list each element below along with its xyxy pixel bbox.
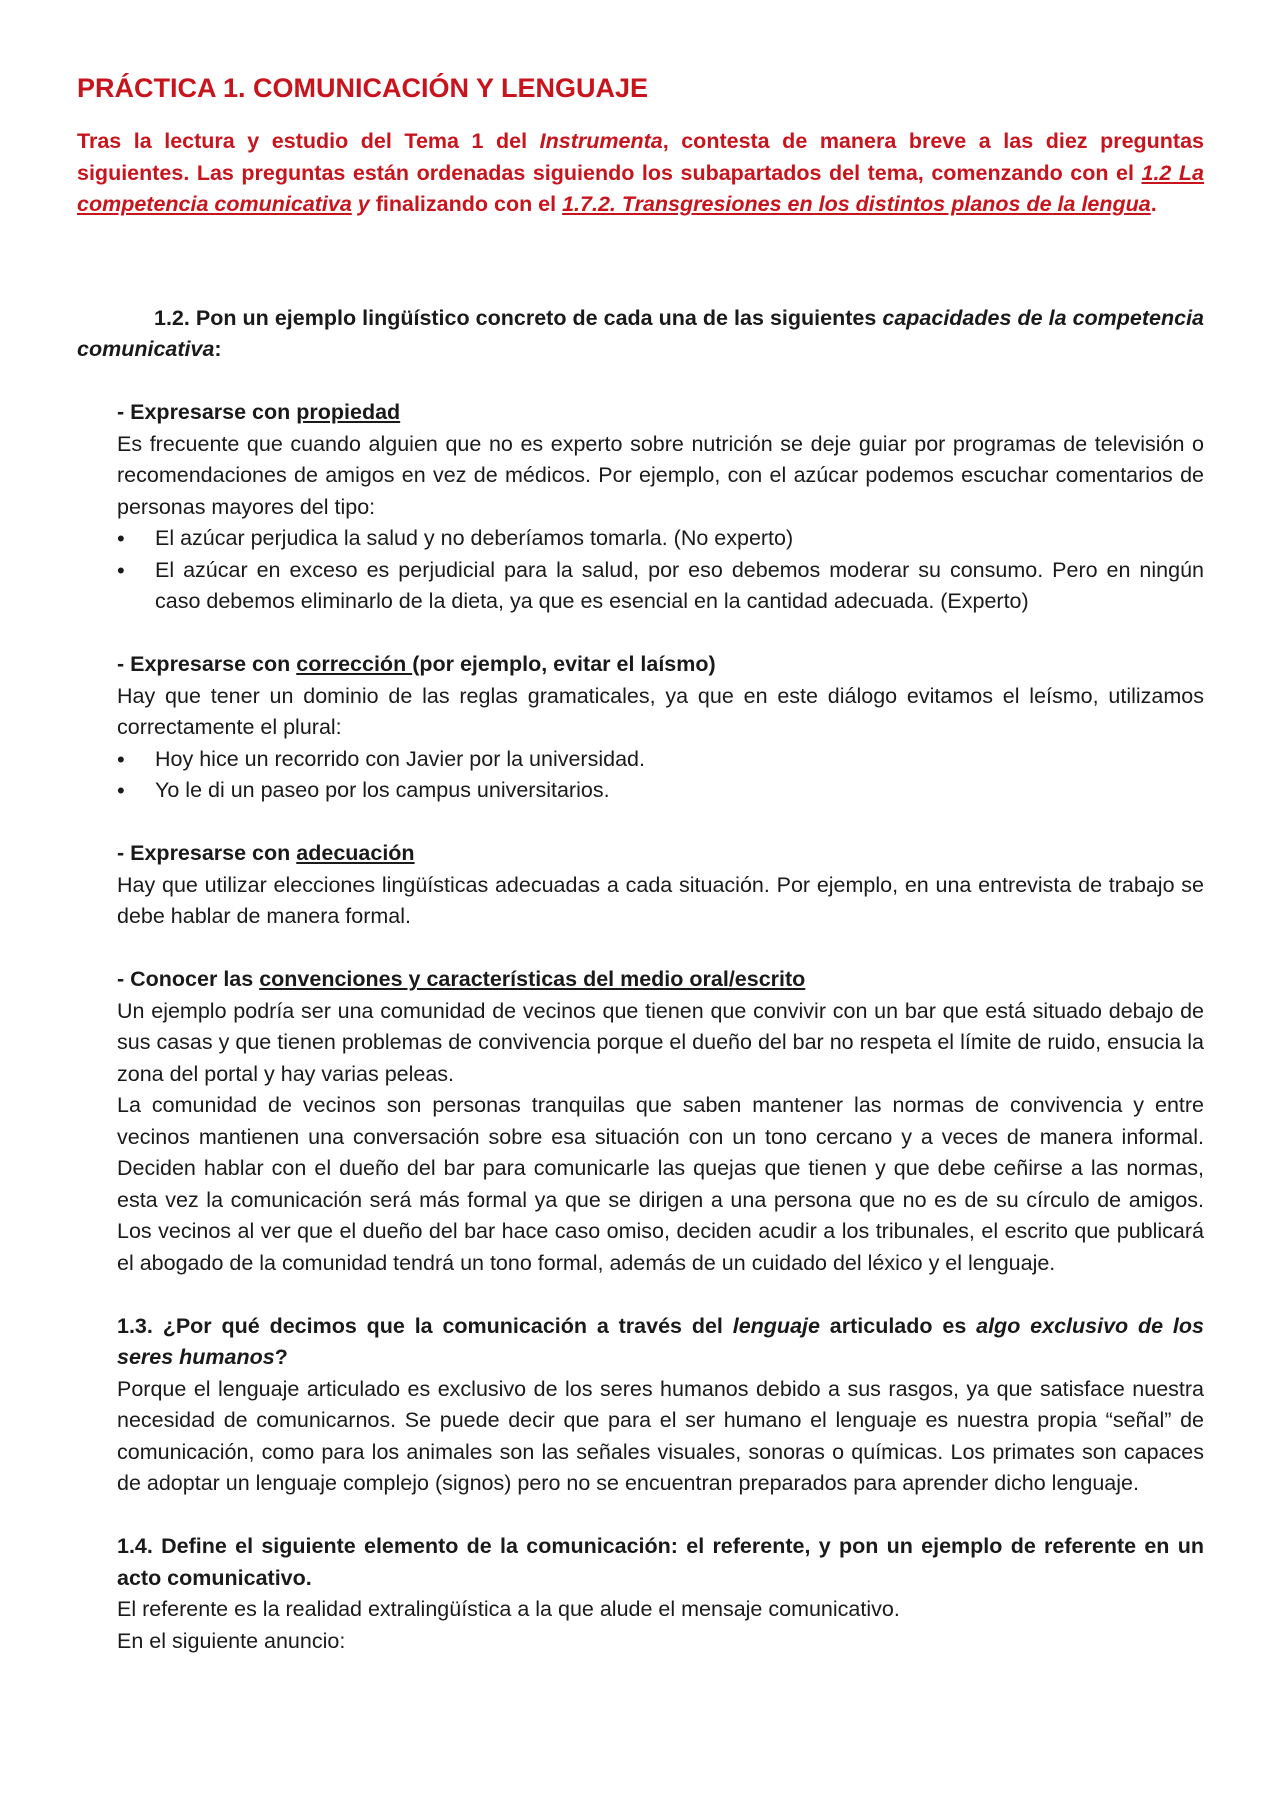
answer-1-4-line-1: El referente es la realidad extralingüística a la que alude el mensaje comunicativo. [117, 1597, 900, 1621]
link-transgresiones[interactable]: 1.7.2. Transgresiones en los distintos planos de la lengua [562, 192, 1151, 216]
list-item: • El azúcar en exceso es perjudicial para la salud, por eso debemos moderar su consumo. Pero en ningún caso debemos eliminarlo de la dieta, ya que es esencial en la cantidad adecuada. (Experto) [117, 555, 1204, 618]
question-1-3: 1.3. ¿Por qué decimos que la comunicación a través del lenguaje articulado es algo exclusivo de los seres humanos? [117, 1313, 1204, 1369]
document-page [77, 72, 1204, 1657]
page-title: PRÁCTICA 1. COMUNICACIÓN Y LENGUAJE [77, 73, 649, 103]
question-1-4: 1.4. Define el siguiente elemento de la comunicación: el referente, y pon un ejemplo de referente en un acto comunicativo. [117, 1534, 1204, 1590]
section-text-convenciones-2: La comunidad de vecinos son personas tranquilas que saben mantener las normas de convivencia y entre vecinos mantienen una conversación sobre esa situación con un tono cercano y a veces de manera informal. Deciden hablar con el dueño del bar para comunicarle las quejas que tienen y que debe ceñirse a las normas, esta vez la comunicación será más formal ya que se dirigen a una persona que no es de su círculo de amigos. Los vecinos al ver que el dueño del bar hace caso omiso, deciden acudir a los tribunales, el escrito que publicará el abogado de la comunidad tendrá un tono formal, además de un cuidado del léxico y el lenguaje. [117, 1093, 1204, 1275]
question-1-2: 1.2. Pon un ejemplo lingüístico concreto de cada una de las siguientes capacidades de la competencia comunicativa: [77, 305, 1205, 361]
section-text-adecuacion: Hay que utilizar elecciones lingüísticas adecuadas a cada situación. Por ejemplo, en una entrevista de trabajo se debe hablar de manera formal. [117, 872, 1204, 928]
section-heading-convenciones: - Conocer las convenciones y características del medio oral/escrito [117, 967, 806, 991]
section-text-convenciones-1: Un ejemplo podría ser una comunidad de vecinos que tienen que convivir con un bar que está situado debajo de sus casas y que tienen problemas de convivencia porque el dueño del bar no respeta el límite de ruido, ensucia la zona del portal y hay varias peleas. [117, 998, 1204, 1086]
section-heading-correccion: - Expresarse con corrección (por ejemplo, evitar el laísmo) [117, 652, 716, 676]
answers-block [117, 366, 1204, 1658]
section-heading-adecuacion: - Expresarse con adecuación [117, 841, 415, 865]
answer-1-3: Porque el lenguaje articulado es exclusivo de los seres humanos debido a sus rasgos, ya que satisface nuestra necesidad de comunicarnos. Se puede decir que para el ser humano el lenguaje es nuestra propia “señal” de comunicación, como para los animales son las señales visuales, sonoras o químicas. Los primates son capaces de adoptar un lenguaje complejo (signos) pero no se encuentran preparados para aprender dicho lenguaje. [117, 1376, 1204, 1495]
intro-paragraph: Tras la lectura y estudio del Tema 1 del Instrumenta, contesta de manera breve a las diez preguntas siguientes. Las preguntas están ordenadas siguiendo los subapartados del tema, comenzando con el 1.2 La competencia comunicativa y finalizando con el 1.7.2. Transgresiones en los distintos planos de la lengua. [77, 129, 1204, 216]
list-item: • Hoy hice un recorrido con Javier por la universidad. [117, 744, 1204, 776]
answer-1-4-line-2: En el siguiente anuncio: [117, 1628, 346, 1653]
list-item: • El azúcar perjudica la salud y no deberíamos tomarla. (No experto) [117, 523, 1204, 555]
section-heading-propiedad: - Expresarse con propiedad [117, 400, 401, 424]
bullet-list-correccion [117, 744, 1204, 807]
section-text-propiedad: Es frecuente que cuando alguien que no es experto sobre nutrición se deje guiar por programas de televisión o recomendaciones de amigos en vez de médicos. Por ejemplo, con el azúcar podemos escuchar comentarios de personas mayores del tipo: [117, 431, 1204, 519]
bullet-list-propiedad [117, 523, 1204, 618]
link-competencia-comunicativa[interactable]: 1.2 La competencia comunicativa [77, 160, 1204, 216]
section-text-correccion: Hay que tener un dominio de las reglas gramaticales, ya que en este diálogo evitamos el leísmo, utilizamos correctamente el plural: [117, 683, 1204, 739]
list-item: • Yo le di un paseo por los campus universitarios. [117, 775, 1204, 807]
